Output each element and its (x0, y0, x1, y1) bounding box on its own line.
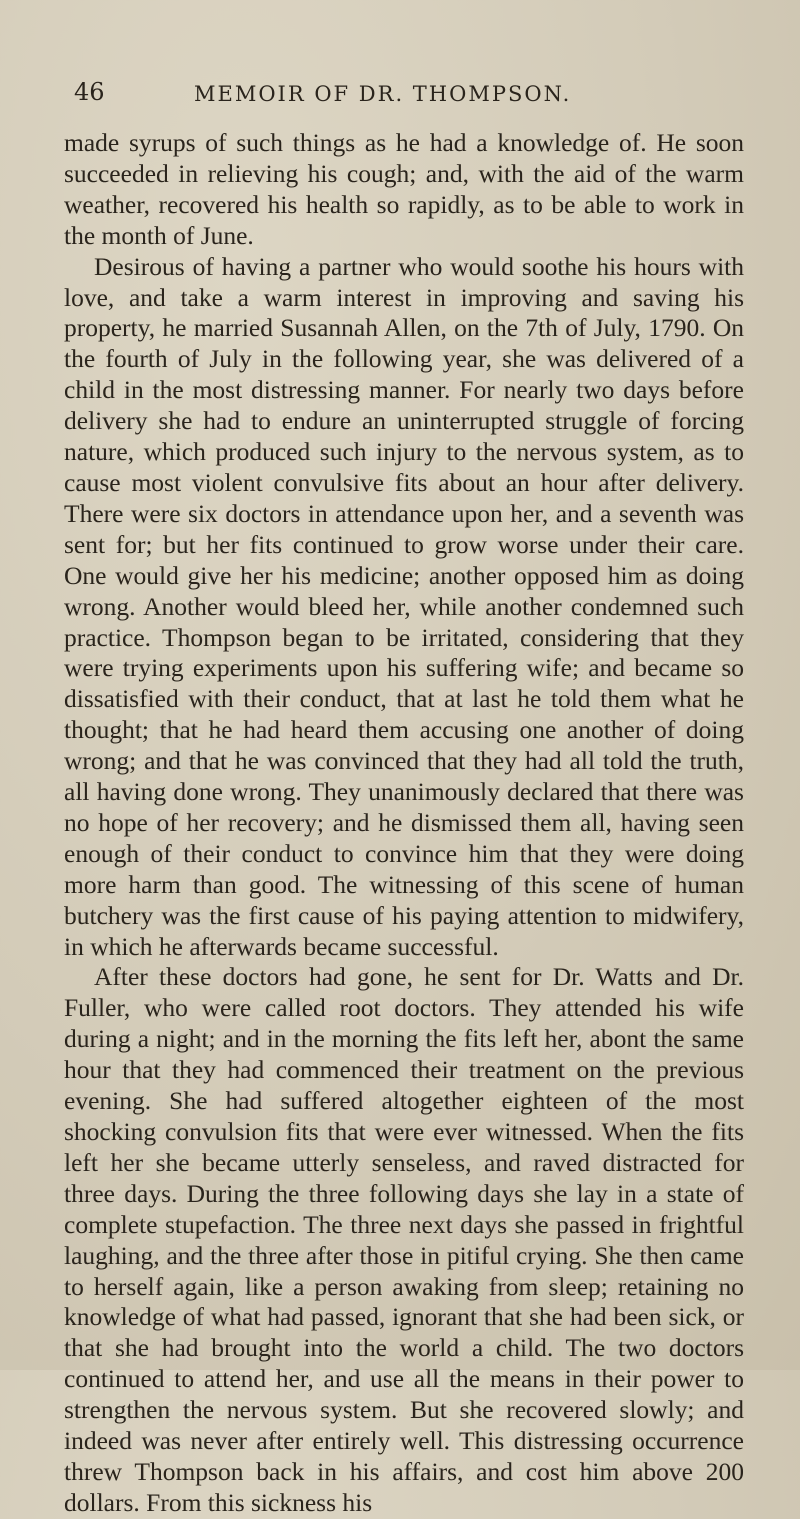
body-text (64, 128, 744, 1519)
page-number: 46 (74, 78, 105, 106)
paragraph-continued: made syrups of such things as he had a knowledge of. He soon succeeded in relieving his cough; and, with the aid of the warm weather, recovered his health so rapidly, as to be able to work in the month of June. (64, 128, 744, 250)
paragraph-root-doctors: After these doctors had gone, he sent for Dr. Watts and Dr. Fuller, who were called root doctors. They attended his wife during a night; and in the morning the fits left her, abont the same hour that they had commenced their treatment on the previous evening. She had suffered altogether eighteen of the most shocking convulsion fits that were ever witnessed. When the fits left her she became utterly senseless, and raved distracted for three days. During the three following days she lay in a state of complete stupefaction. The three next days she passed in frightful laughing, and the three after those in pitiful crying. She then came to herself again, like a person awaking from sleep; retaining no knowledge of what had passed, ignorant that she had been sick, or that she had brought into the world a child. The two doctors continued to attend her, and use all the means in their power to strengthen the nervous system. But she recovered slowly; and indeed was never after entirely well. This distressing occurrence threw Thompson back in his affairs, and cost him above 200 dollars. From this sickness his (64, 962, 744, 1517)
page-header (64, 78, 744, 112)
running-title: MEMOIR OF DR. THOMPSON. (194, 82, 572, 106)
paragraph-marriage: Desirous of having a partner who would soothe his hours with love, and take a warm interest in improving and saving his property, he married Susannah Allen, on the 7th of July, 1790. On the fourth of July in the following year, she was delivered of a child in the most distressing manner. For nearly two days before delivery she had to endure an uninterrupted struggle of forcing nature, which produced such injury to the nervous system, as to cause most violent convulsive fits about an hour after delivery. There were six doctors in attendance upon her, and a seventh was sent for; but her fits continued to grow worse under their care. One would give her his medicine; another opposed him as doing wrong. Another would bleed her, while another condemned such practice. Thompson began to be irritated, considering that they were trying experiments upon his suffering wife; and became so dissatisfied with their conduct, that at last he told them what he thought; that he had heard them accusing one another of doing wrong; and that he was convinced that they had all told the truth, all having done wrong. They unanimously declared that there was no hope of her recovery; and he dismissed them all, having seen enough of their conduct to convince him that they were doing more harm than good. The witnessing of this scene of human butchery was the first cause of his paying attention to midwifery, in which he afterwards became successful. (64, 251, 744, 961)
